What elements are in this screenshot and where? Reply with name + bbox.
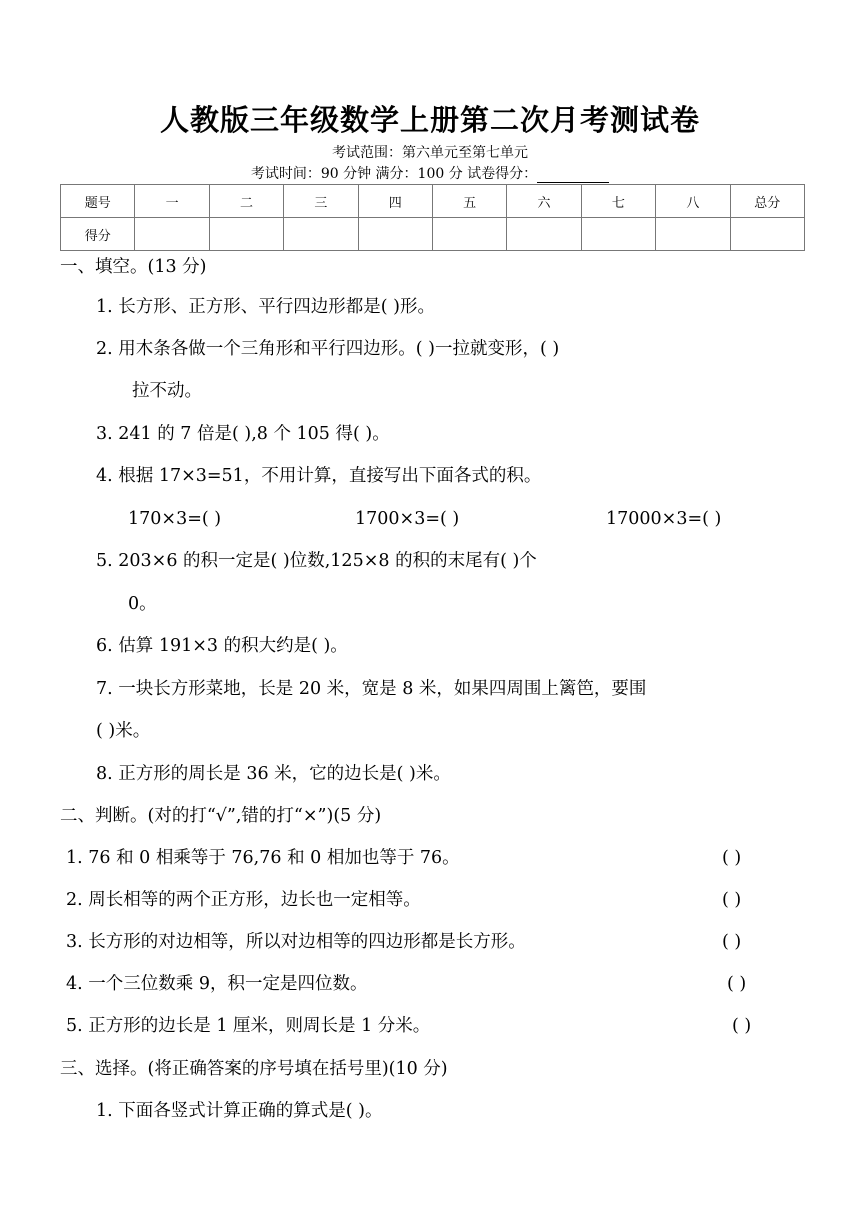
score-input-cell[interactable]: [507, 218, 581, 251]
fill-question-1: 1. 长方形、正方形、平行四边形都是( )形。: [96, 297, 435, 317]
fill-question-5: 5. 203×6 的积一定是( )位数,125×8 的积的末尾有( )个: [96, 551, 537, 571]
fill-question-4-c: 17000×3=( ): [606, 509, 722, 529]
choice-question-1: 1. 下面各竖式计算正确的算式是( )。: [96, 1101, 383, 1121]
score-input-cell[interactable]: [656, 218, 730, 251]
score-input-cell[interactable]: [581, 218, 655, 251]
score-input-cell[interactable]: [358, 218, 432, 251]
judge-question-1: 1. 76 和 0 相乘等于 76,76 和 0 相加也等于 76。: [66, 848, 460, 868]
score-table-score-row: [61, 218, 805, 251]
fill-question-2: 2. 用木条各做一个三角形和平行四边形。( )一拉就变形，( ): [96, 339, 560, 359]
score-table-cell: 三: [284, 185, 358, 218]
section-2-heading: 二、判断。(对的打“√”,错的打“×”)(5 分): [60, 806, 382, 826]
score-table-cell: 二: [209, 185, 283, 218]
judge-answer-paren-3[interactable]: ( ): [722, 932, 742, 952]
fill-question-7-cont: ( )米。: [96, 721, 151, 741]
score-input-cell[interactable]: [135, 218, 209, 251]
fill-question-5-cont: 0。: [128, 594, 157, 614]
score-table-cell: 四: [358, 185, 432, 218]
score-blank: [537, 168, 609, 183]
section-1-heading: 一、填空。(13 分): [60, 257, 207, 277]
fill-question-6: 6. 估算 191×3 的积大约是( )。: [96, 636, 348, 656]
judge-answer-paren-1[interactable]: ( ): [722, 848, 742, 868]
judge-question-2: 2. 周长相等的两个正方形，边长也一定相等。: [66, 890, 421, 910]
exam-info-text: 考试时间：90 分钟 满分：100 分 试卷得分：: [250, 166, 538, 182]
score-input-cell[interactable]: [730, 218, 804, 251]
judge-answer-paren-4[interactable]: ( ): [727, 974, 747, 994]
fill-question-2-cont: 拉不动。: [132, 381, 202, 401]
fill-question-8: 8. 正方形的周长是 36 米，它的边长是( )米。: [96, 764, 451, 784]
score-table-cell: 一: [135, 185, 209, 218]
fill-question-4-b: 1700×3=( ): [355, 509, 460, 529]
score-input-cell[interactable]: [209, 218, 283, 251]
score-table-header-row: [61, 185, 805, 218]
fill-question-4: 4. 根据 17×3=51，不用计算，直接写出下面各式的积。: [96, 466, 542, 486]
score-table-cell: 五: [432, 185, 506, 218]
exam-info: [0, 163, 860, 183]
fill-question-3: 3. 241 的 7 倍是( ),8 个 105 得( )。: [96, 424, 390, 444]
section-3-heading: 三、选择。(将正确答案的序号填在括号里)(10 分): [60, 1059, 448, 1079]
score-input-cell[interactable]: [432, 218, 506, 251]
score-table-cell: 八: [656, 185, 730, 218]
exam-title: 人教版三年级数学上册第二次月考测试卷: [159, 103, 700, 137]
fill-question-7: 7. 一块长方形菜地，长是 20 米，宽是 8 米，如果四周围上篱笆，要围: [96, 679, 647, 699]
judge-question-5: 5. 正方形的边长是 1 厘米，则周长是 1 分米。: [66, 1016, 431, 1036]
score-input-cell[interactable]: [284, 218, 358, 251]
score-table: [60, 184, 805, 251]
judge-answer-paren-2[interactable]: ( ): [722, 890, 742, 910]
score-table-cell: 七: [581, 185, 655, 218]
judge-question-3: 3. 长方形的对边相等，所以对边相等的四边形都是长方形。: [66, 932, 526, 952]
score-table-cell: 题号: [61, 185, 135, 218]
fill-question-4-a: 170×3=( ): [128, 509, 222, 529]
score-label-cell: 得分: [61, 218, 135, 251]
score-table-cell: 六: [507, 185, 581, 218]
judge-answer-paren-5[interactable]: ( ): [732, 1016, 752, 1036]
judge-question-4: 4. 一个三位数乘 9，积一定是四位数。: [66, 974, 368, 994]
score-table-cell: 总分: [730, 185, 804, 218]
exam-scope: 考试范围：第六单元至第七单元: [332, 145, 528, 161]
